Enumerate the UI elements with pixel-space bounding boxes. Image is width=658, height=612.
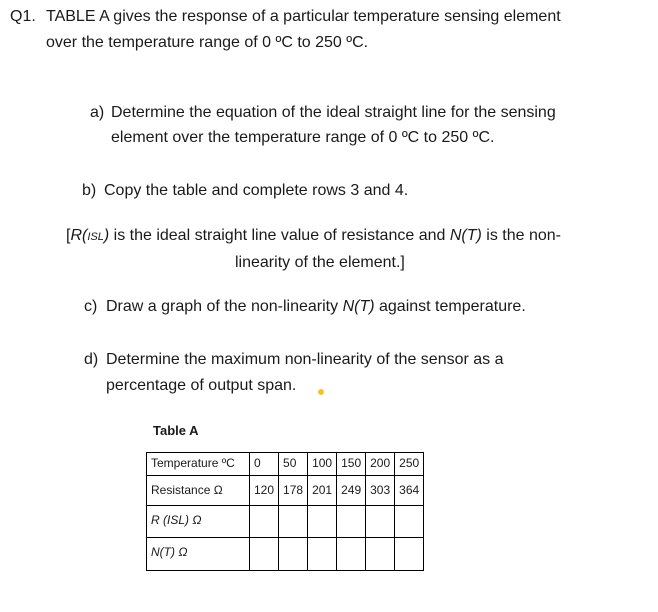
marker-dot	[318, 389, 324, 395]
part-c-nt: N(T)	[342, 298, 375, 315]
table-cell: 200	[366, 453, 395, 476]
part-b-note-open: [	[66, 227, 71, 244]
part-b-note-r-close: )	[103, 227, 110, 244]
part-a-marker: a)	[90, 104, 105, 121]
part-a-line2: element over the temperature range of 0 ºC to 250 ºC.	[111, 129, 495, 146]
table-cell-empty	[395, 506, 424, 538]
row-label-temperature: Temperature ºC	[147, 453, 250, 476]
row-label-resistance: Resistance Ω	[147, 476, 250, 506]
table-cell-empty	[395, 538, 424, 571]
table-cell: 201	[308, 476, 337, 506]
table-a	[146, 452, 424, 571]
table-cell: 364	[395, 476, 424, 506]
table-row-resistance	[147, 476, 424, 506]
part-a-line1: Determine the equation of the ideal straight line for the sensing	[111, 104, 556, 121]
part-c-post: against temperature.	[374, 298, 526, 315]
part-c-marker: c)	[84, 298, 98, 315]
table-title: Table A	[153, 423, 199, 438]
part-b-note-line2: linearity of the element.]	[235, 254, 405, 271]
table-row-r-isl	[147, 506, 424, 538]
table-cell-empty	[337, 506, 366, 538]
row-label-nt: N(T) Ω	[147, 538, 250, 571]
table-cell: 303	[366, 476, 395, 506]
part-b-note-mid2: is the non-	[481, 227, 561, 244]
part-d-line1: Determine the maximum non-linearity of the sensor as a	[106, 351, 504, 368]
table-cell: 100	[308, 453, 337, 476]
table-cell: 0	[250, 453, 279, 476]
table-cell-empty	[250, 506, 279, 538]
table-cell: 250	[395, 453, 424, 476]
table-cell-empty	[308, 538, 337, 571]
part-b-note-mid1: is the ideal straight line value of resistance and	[109, 227, 450, 244]
question-number: Q1.	[10, 8, 36, 25]
table-cell: 150	[337, 453, 366, 476]
table-cell-empty	[337, 538, 366, 571]
table-cell-empty	[366, 538, 395, 571]
table-cell-empty	[308, 506, 337, 538]
part-d-line2: percentage of output span.	[106, 377, 297, 394]
table-cell: 50	[279, 453, 308, 476]
part-c-line	[106, 297, 526, 317]
part-d-marker: d)	[84, 351, 99, 368]
table-cell: 249	[337, 476, 366, 506]
table-cell: 120	[250, 476, 279, 506]
question-intro-line2: over the temperature range of 0 ºC to 250 ºC.	[46, 34, 369, 51]
table-row-nt	[147, 538, 424, 571]
part-b-note-line1	[66, 226, 561, 247]
part-b-marker: b)	[82, 182, 97, 199]
table-cell-empty	[366, 506, 395, 538]
part-b-line1: Copy the table and complete rows 3 and 4.	[104, 182, 409, 199]
question-intro-line1: TABLE A gives the response of a particular temperature sensing element	[46, 8, 561, 25]
table-cell: 178	[279, 476, 308, 506]
part-b-note-r: R(	[70, 227, 88, 244]
part-b-note-nt: N(T)	[449, 227, 482, 244]
row-label-r-isl: R (ISL) Ω	[147, 506, 250, 538]
table-row-temperature	[147, 453, 424, 476]
table-cell-empty	[279, 506, 308, 538]
part-b-note-isl: ISL	[87, 231, 104, 243]
part-c-pre: Draw a graph of the non-linearity	[106, 298, 343, 315]
table-cell-empty	[250, 538, 279, 571]
table-cell-empty	[279, 538, 308, 571]
